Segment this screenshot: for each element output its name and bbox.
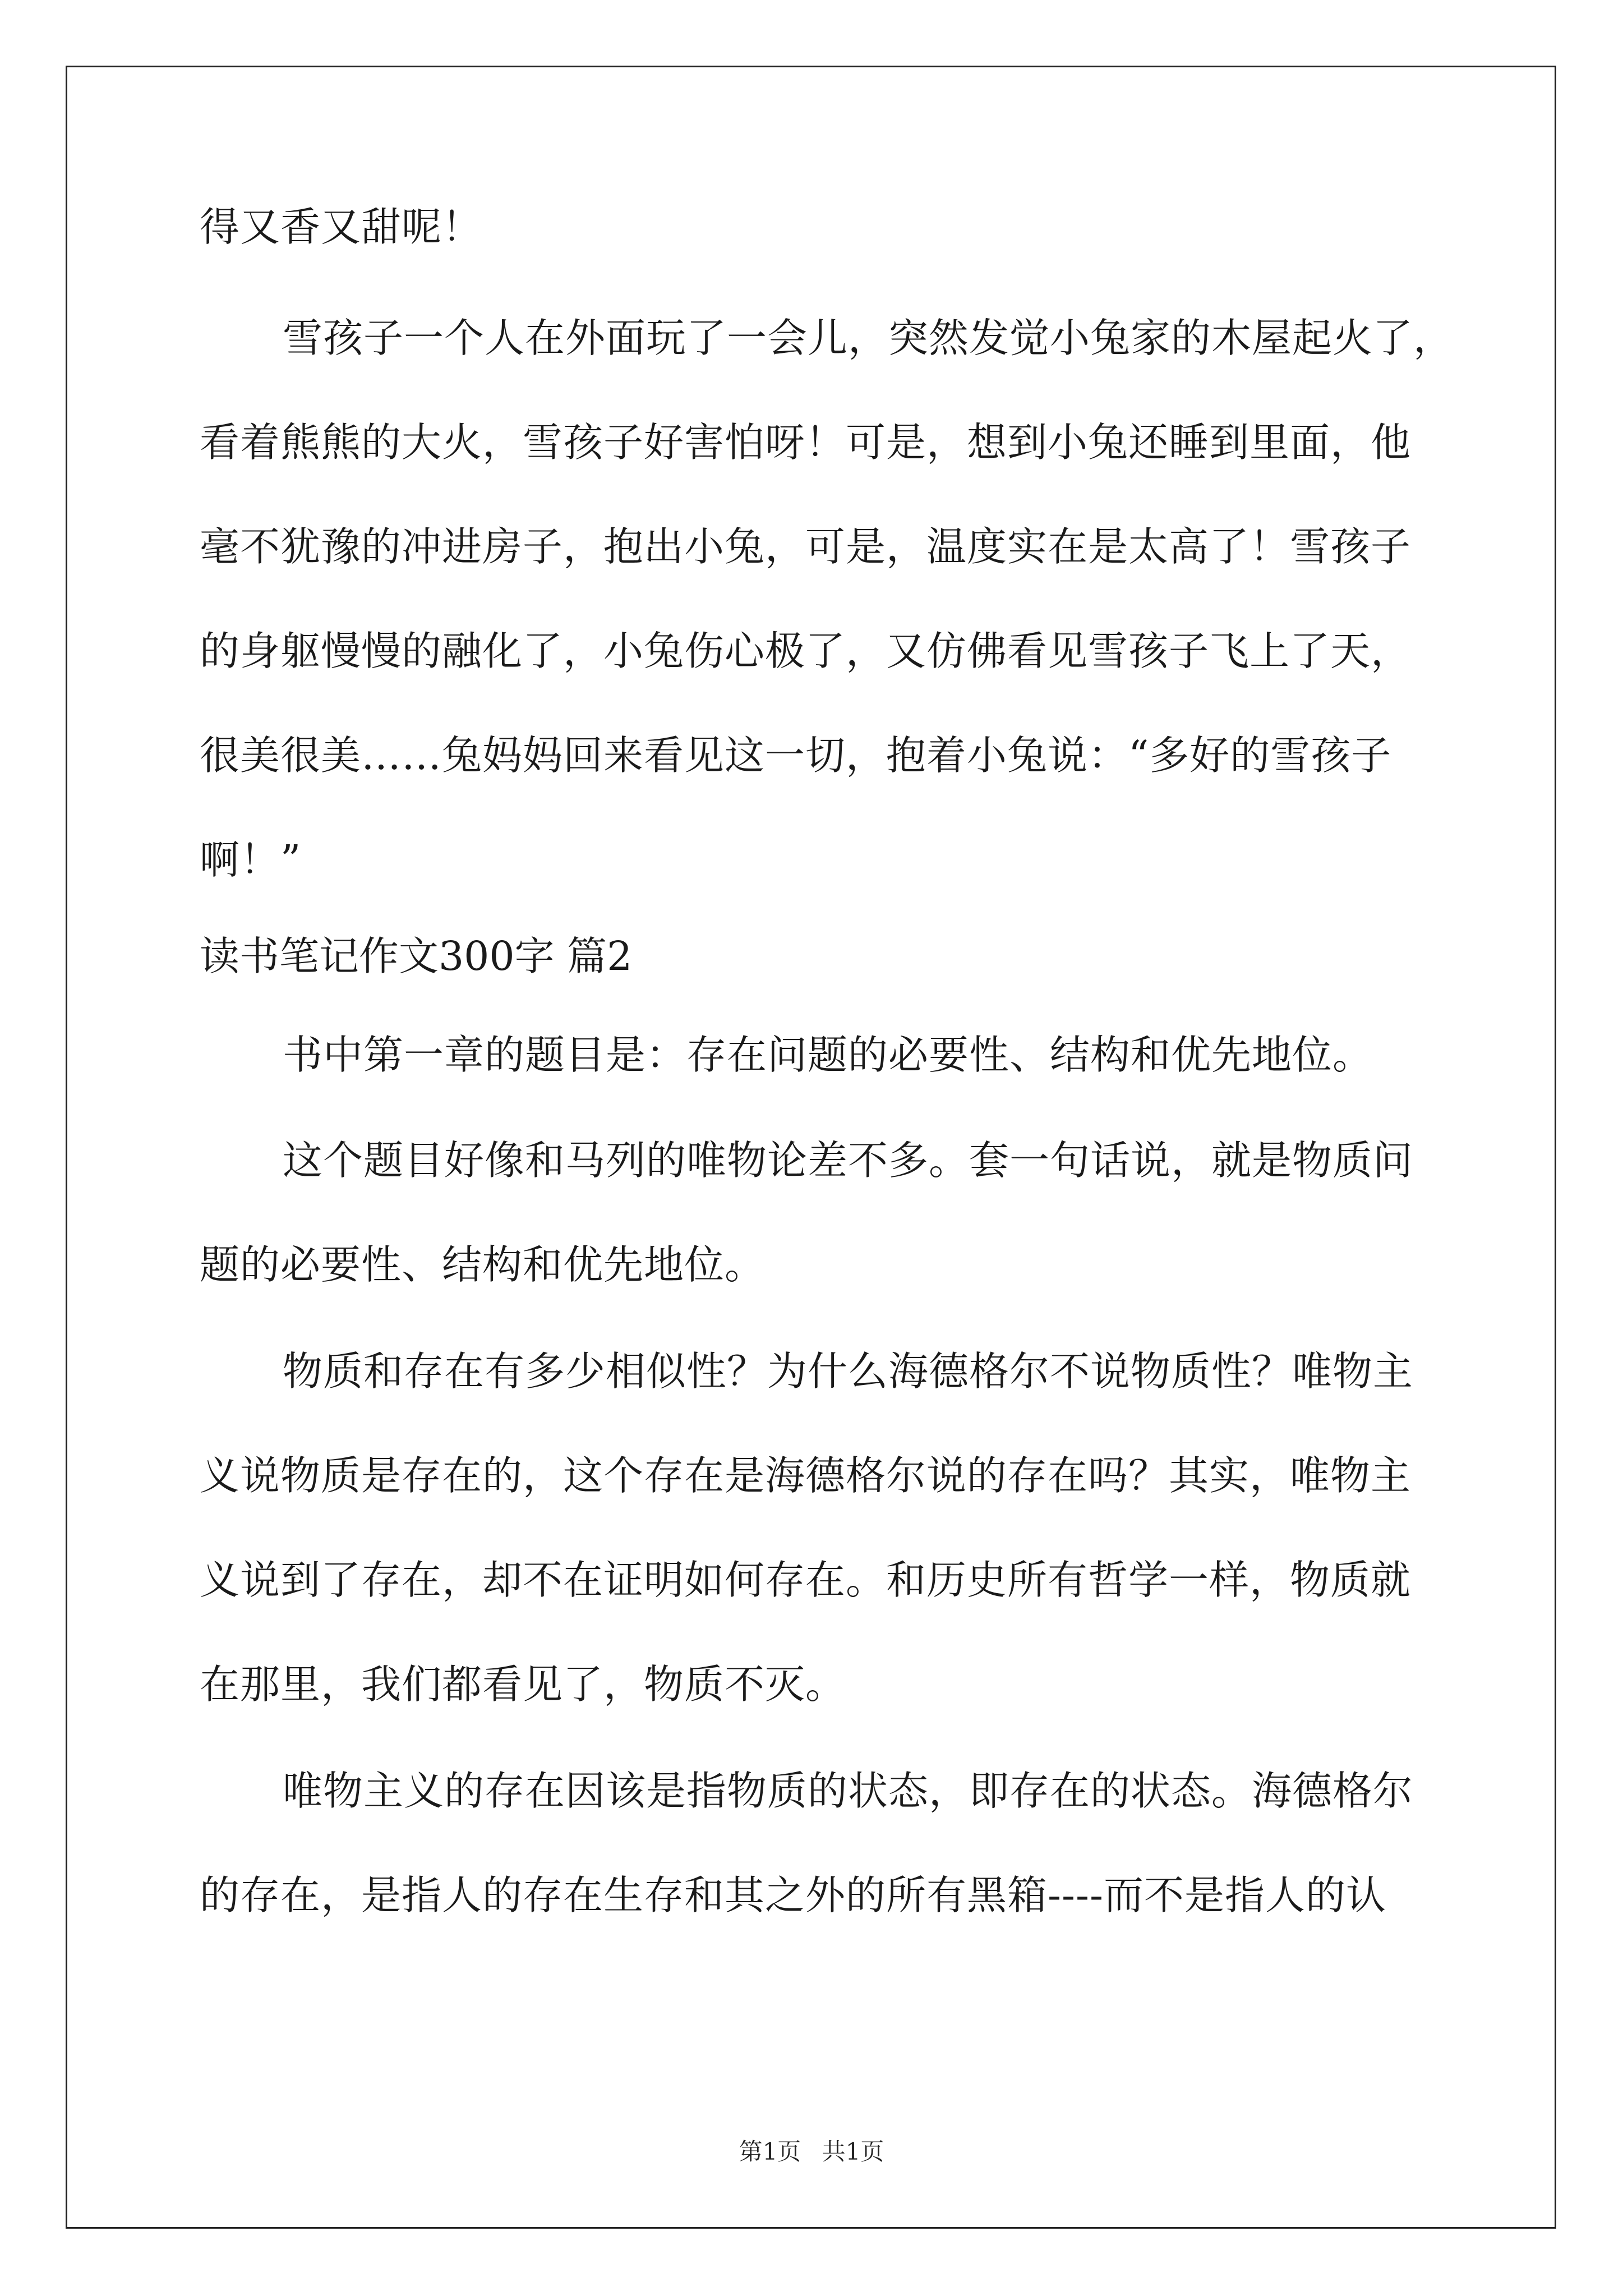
paragraph-line: 唯物主义的存在因该是指物质的状态，即存在的状态。海德格尔 <box>283 1768 1414 1814</box>
paragraph-line: 得又香又甜呢！ <box>200 204 483 250</box>
page-number-current: 第1页 <box>739 2138 801 2165</box>
paragraph-line: 啊！” <box>200 836 302 883</box>
page-number-total: 共1页 <box>822 2138 884 2165</box>
paragraph-line: 毫不犹豫的冲进房子，抱出小兔，可是，温度实在是太高了！雪孩子 <box>200 523 1412 570</box>
paragraph-line: 题的必要性、结构和优先地位。 <box>200 1241 766 1288</box>
paragraph-line: 义说物质是存在的，这个存在是海德格尔说的存在吗？其实，唯物主 <box>200 1452 1412 1499</box>
paragraph-line: 在那里，我们都看见了，物质不灭。 <box>200 1661 846 1708</box>
page-footer <box>0 2136 1623 2168</box>
paragraph-line: 看着熊熊的大火，雪孩子好害怕呀！可是，想到小兔还睡到里面，他 <box>200 419 1412 466</box>
paragraph-line: 义说到了存在，却不在证明如何存在。和历史所有哲学一样，物质就 <box>200 1557 1412 1603</box>
paragraph-line: 的存在，是指人的存在生存和其之外的所有黑箱----而不是指人的认 <box>200 1872 1386 1918</box>
paragraph-line: 物质和存在有多少相似性？为什么海德格尔不说物质性？唯物主 <box>283 1348 1414 1395</box>
section-heading: 读书笔记作文300字 篇2 <box>200 933 633 979</box>
paragraph-line: 的身躯慢慢的融化了，小兔伤心极了，又仿佛看见雪孩子飞上了天， <box>200 628 1412 674</box>
paragraph-line: 书中第一章的题目是：存在问题的必要性、结构和优先地位。 <box>283 1032 1373 1078</box>
paragraph-line: 很美很美……兔妈妈回来看见这一切，抱着小兔说：“多好的雪孩子 <box>200 732 1392 779</box>
paragraph-line: 这个题目好像和马列的唯物论差不多。套一句话说，就是物质问 <box>283 1137 1414 1184</box>
paragraph-line: 雪孩子一个人在外面玩了一会儿，突然发觉小兔家的木屋起火了， <box>283 315 1454 361</box>
